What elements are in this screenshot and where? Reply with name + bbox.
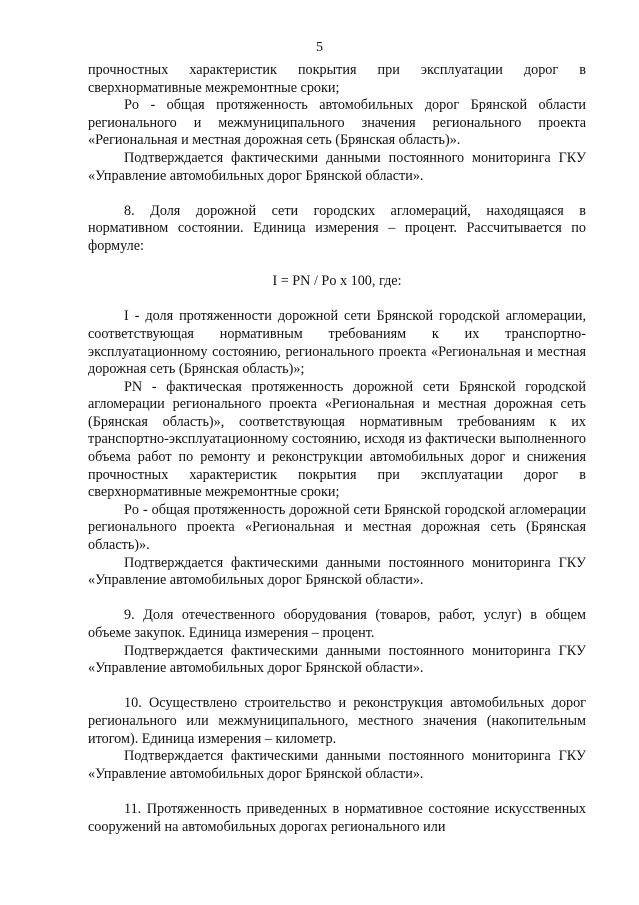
paragraph-continuation: прочностных характеристик покрытия при эксплуатации дорог в сверхнормативные межремонтные сроки; xyxy=(88,62,586,96)
item-8-heading: 8. Доля дорожной сети городских агломераций, находящаяся в нормативном состоянии. Единица измерения – процент. Рассчитывается по формуле: xyxy=(88,202,586,254)
item-9-heading: 9. Доля отечественного оборудования (товаров, работ, услуг) в общем объеме закупок. Единица измерения – процент. xyxy=(88,607,586,641)
paragraph-i-definition: I - доля протяженности дорожной сети Брянской городской агломерации, соответствующая нормативным требованиям к их транспортно-эксплуатационному состоянию, регионального проекта «Региональная и местная дорожная сеть (Брянская область)»; xyxy=(88,308,586,378)
paragraph-confirmation: Подтверждается фактическими данными постоянного мониторинга ГКУ «Управление автомобильных дорог Брянской области». xyxy=(88,554,586,589)
paragraph-po-definition: Po - общая протяженность дорожной сети Брянской городской агломерации регионального проекта «Региональная и местная дорожная сеть (Брянская область)». xyxy=(88,501,586,554)
paragraph-po-definition: Po - общая протяженность автомобильных дорог Брянской области регионального и межмуниципального значения регионального проекта «Региональная и местная дорожная сеть (Брянская область)». xyxy=(88,97,586,149)
paragraph-confirmation: Подтверждается фактическими данными постоянного мониторинга ГКУ «Управление автомобильных дорог Брянской области». xyxy=(88,748,586,782)
paragraph-confirmation: Подтверждается фактическими данными постоянного мониторинга ГКУ «Управление автомобильных дорог Брянской области». xyxy=(88,149,586,184)
page-number: 5 xyxy=(316,40,323,55)
paragraph-pn-definition: PN - фактическая протяженность дорожной сети Брянской городской агломерации регионального проекта «Региональная и местная дорожная сеть (Брянская область)», соответствующая нормативным требованиям к их транспортно-эксплуатационному состоянию, исходя из фактически выполненного объема работ по ремонту и реконструкции автомобильных дорог и снижения прочностных характеристик покрытия при эксплуатации дорог в сверхнормативные межремонтные сроки; xyxy=(88,378,586,501)
item-10-heading: 10. Осуществлено строительство и реконструкция автомобильных дорог регионального или межмуниципального, местного значения (накопительным итогом). Единица измерения – километр. xyxy=(88,695,586,747)
paragraph-confirmation: Подтверждается фактическими данными постоянного мониторинга ГКУ «Управление автомобильных дорог Брянской области». xyxy=(88,642,586,677)
document-body xyxy=(88,62,586,836)
formula: I = PN / Po x 100, где: xyxy=(272,273,402,290)
item-11-heading: 11. Протяженность приведенных в нормативное состояние искусственных сооружений на автомобильных дорогах регионального или xyxy=(88,800,586,835)
